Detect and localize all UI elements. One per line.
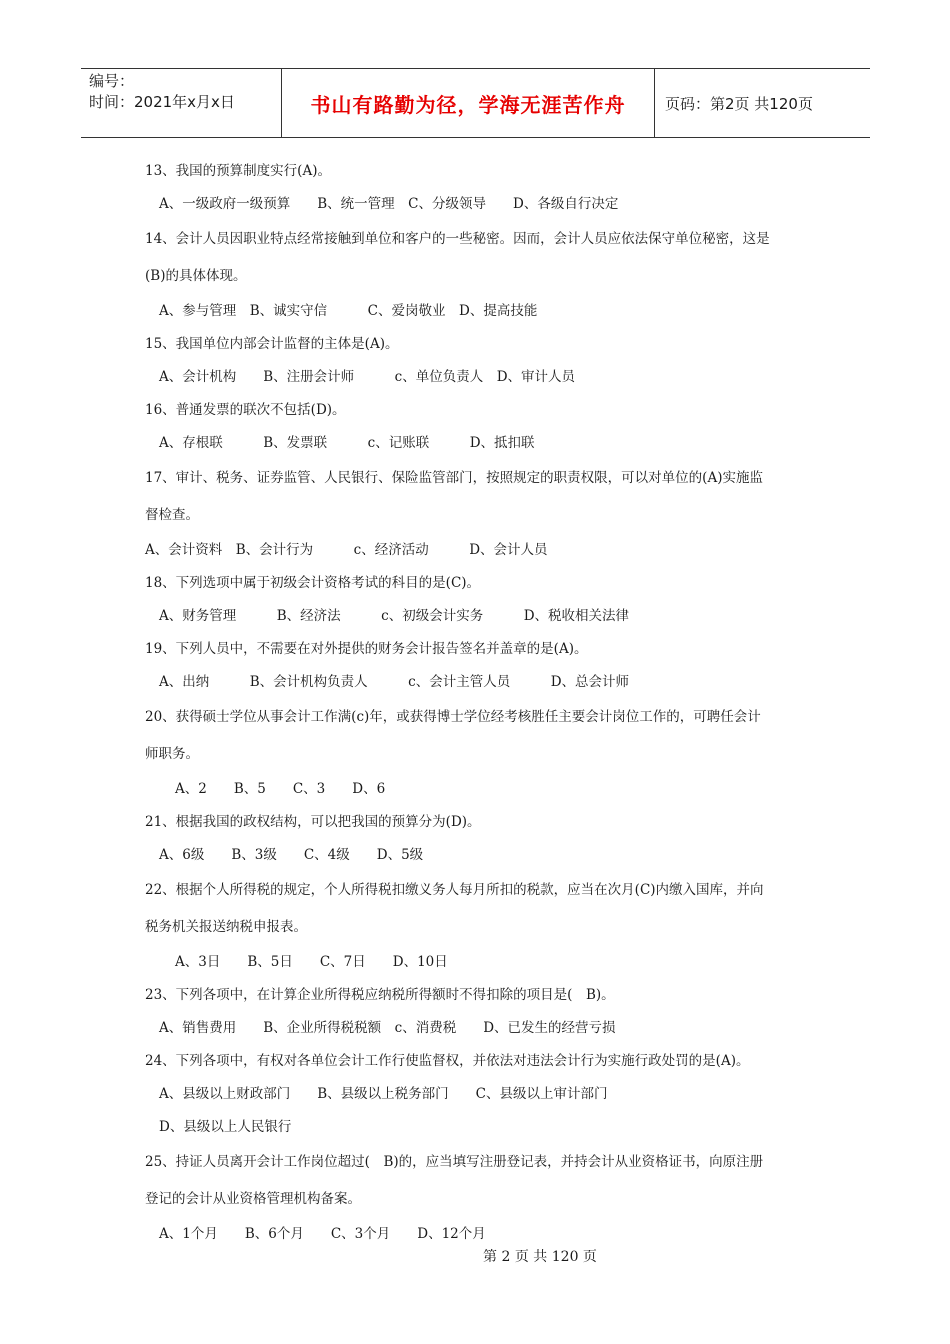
options-24-line-1: A、县级以上财政部门 B、县级以上税务部门 C、县级以上审计部门: [159, 1086, 608, 1102]
question-25-line-2: 登记的会计从业资格管理机构备案。: [145, 1191, 361, 1207]
question-17-line-1: 17、审计、税务、证券监管、人民银行、保险监管部门，按照规定的职责权限，可以对单位的(A)实施监: [145, 470, 763, 486]
options-16: A、存根联 B、发票联 c、记账联 D、抵扣联: [159, 435, 535, 451]
question-content: [145, 155, 815, 1251]
page-header: [81, 68, 870, 138]
question-18: 18、下列选项中属于初级会计资格考试的科目的是(C)。: [145, 575, 481, 591]
options-18: A、财务管理 B、经济法 c、初级会计实务 D、税收相关法律: [159, 608, 630, 624]
question-23: 23、下列各项中，在计算企业所得税应纳税所得额时不得扣除的项目是( B)。: [145, 987, 615, 1003]
options-22: A、3日 B、5日 C、7日 D、10日: [175, 954, 448, 970]
question-19: 19、下列人员中，不需要在对外提供的财务会计报告签名并盖章的是(A)。: [145, 641, 588, 657]
number-label: 编号：: [89, 72, 135, 90]
question-21: 21、根据我国的政权结构，可以把我国的预算分为(D)。: [145, 814, 481, 830]
options-13: A、一级政府一级预算 B、统一管理 C、分级领导 D、各级自行决定: [159, 196, 619, 212]
motto-banner: 书山有路勤为径，学海无涯苦作舟: [282, 69, 655, 137]
question-25-line-1: 25、持证人员离开会计工作岗位超过( B)的，应当填写注册登记表，并持会计从业资格证书，向原注册: [145, 1154, 764, 1170]
page-footer: 第 2 页 共 120 页: [483, 1249, 597, 1265]
question-24: 24、下列各项中，有权对各单位会计工作行使监督权，并依法对违法会计行为实施行政处罚的是(A)。: [145, 1053, 750, 1069]
question-22-line-1: 22、根据个人所得税的规定，个人所得税扣缴义务人每月所扣的税款，应当在次月(C)内缴入国库，并向: [145, 882, 764, 898]
header-left-cell: [81, 69, 282, 137]
options-25: A、1个月 B、6个月 C、3个月 D、12个月: [159, 1226, 486, 1242]
date-label: 时间：2021年x月x日: [89, 93, 235, 111]
options-14: A、参与管理 B、诚实守信 C、爱岗敬业 D、提高技能: [159, 303, 538, 319]
question-16: 16、普通发票的联次不包括(D)。: [145, 402, 346, 418]
options-20: A、2 B、5 C、3 D、6: [175, 781, 386, 797]
question-17-line-2: 督检查。: [145, 507, 199, 523]
question-14-line-1: 14、会计人员因职业特点经常接触到单位和客户的一些秘密。因而，会计人员应依法保守单位秘密，这是: [145, 231, 770, 247]
options-21: A、6级 B、3级 C、4级 D、5级: [159, 847, 424, 863]
question-15: 15、我国单位内部会计监督的主体是(A)。: [145, 336, 399, 352]
question-13: 13、我国的预算制度实行(A)。: [145, 163, 331, 179]
options-19: A、出纳 B、会计机构负责人 c、会计主管人员 D、总会计师: [159, 674, 630, 690]
question-20-line-1: 20、获得硕士学位从事会计工作满(c)年，或获得博士学位经考核胜任主要会计岗位工作的，可聘任会计: [145, 709, 761, 725]
options-17: A、会计资料 B、会计行为 c、经济活动 D、会计人员: [145, 542, 548, 558]
question-20-line-2: 师职务。: [145, 746, 199, 762]
options-23: A、销售费用 B、企业所得税税额 c、消费税 D、已发生的经营亏损: [159, 1020, 616, 1036]
question-22-line-2: 税务机关报送纳税申报表。: [145, 919, 307, 935]
options-24-line-2: D、县级以上人民银行: [159, 1119, 292, 1135]
options-15: A、会计机构 B、注册会计师 c、单位负责人 D、审计人员: [159, 369, 576, 385]
page-info: 页码：第2页 共120页: [665, 94, 813, 113]
question-14-line-2: (B)的具体体现。: [145, 268, 247, 284]
